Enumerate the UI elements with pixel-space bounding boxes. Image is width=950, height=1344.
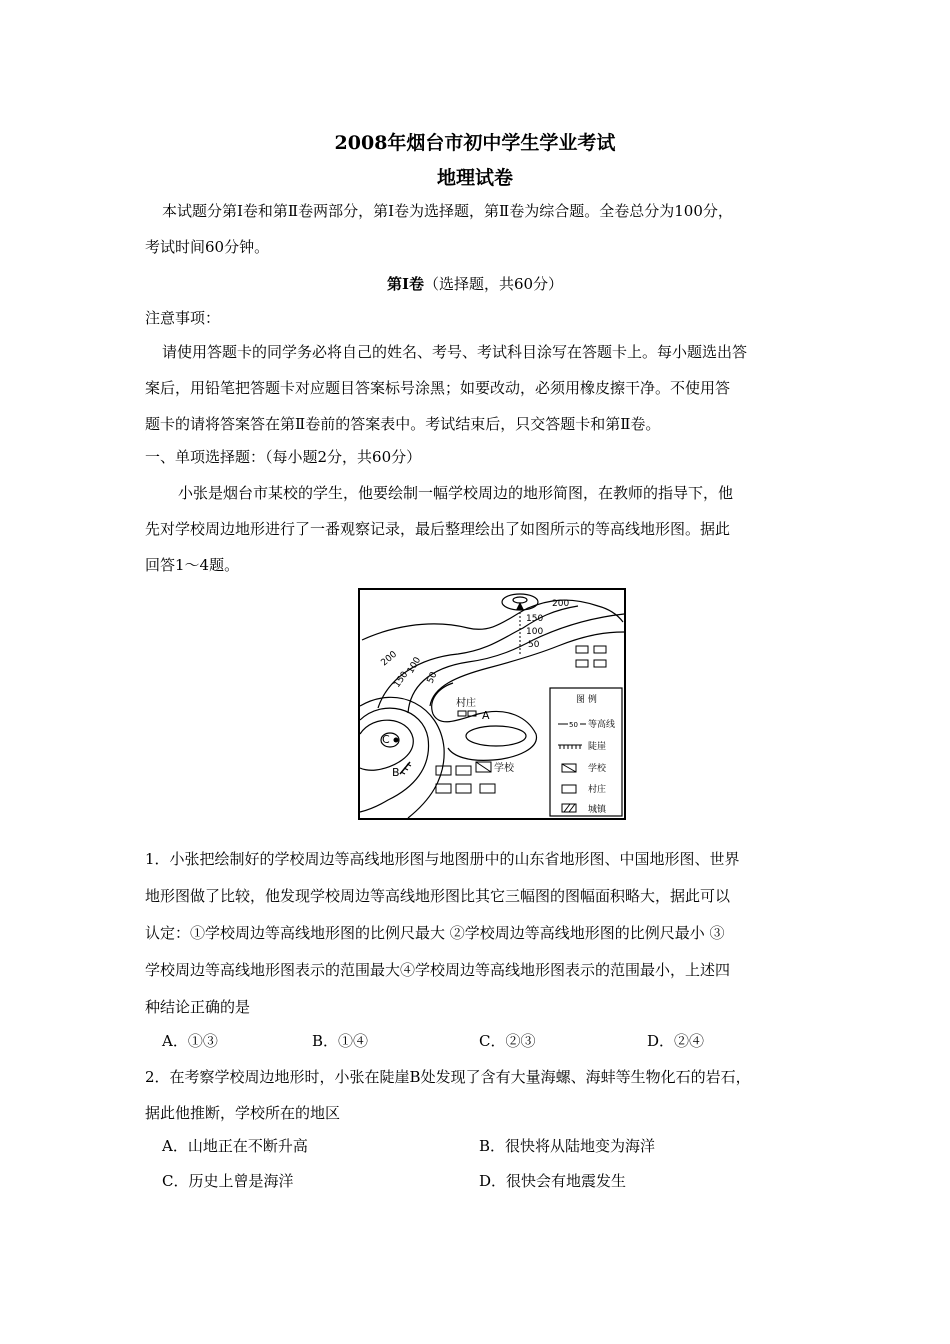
- legend-item-cliff: 陡崖: [588, 742, 607, 752]
- contour-label: 100: [526, 627, 544, 637]
- q2-option-c[interactable]: C．历史上曾是海洋: [162, 1172, 294, 1190]
- notice-line-1: 请使用答题卡的同学务必将自己的姓名、考号、考试科目涂写在答题卡上。每小题选出答: [162, 343, 748, 361]
- point-label-a: A: [482, 709, 490, 722]
- q1-option-c[interactable]: C．②③: [479, 1032, 536, 1050]
- q1-line-1: 1．小张把绘制好的学校周边等高线地形图与地图册中的山东省地形图、中国地形图、世界: [145, 850, 740, 868]
- part1-heading-bold: 第Ⅰ卷: [386, 275, 424, 293]
- contour-map: [358, 588, 626, 820]
- legend-item-contour: 等高线: [588, 720, 616, 730]
- q2-line-1: 2．在考察学校周边地形时，小张在陡崖B处发现了含有大量海螺、海蚌等生物化石的岩石，: [145, 1068, 751, 1086]
- legend-item-town: 城镇: [588, 805, 607, 815]
- legend-item-school: 学校: [588, 764, 607, 774]
- q1-line-5: 种结论正确的是: [145, 998, 251, 1016]
- q2-line-2: 据此他推断，学校所在的地区: [145, 1104, 341, 1122]
- passage-line-2: 先对学校周边地形进行了一番观察记录，最后整理绘出了如图所示的等高线地形图。据此: [145, 520, 731, 538]
- notice-line-2: 案后，用铅笔把答题卡对应题目答案标号涂黑；如要改动，必须用橡皮擦干净。不使用答: [145, 379, 731, 397]
- section1-title: 一、单项选择题：（每小题2分，共60分）: [145, 448, 422, 466]
- village-label: 村庄: [456, 698, 476, 709]
- intro-line-1: 本试题分第Ⅰ卷和第Ⅱ卷两部分，第Ⅰ卷为选择题，第Ⅱ卷为综合题。全卷总分为100分，: [162, 202, 733, 220]
- notice-line-3: 题卡的请将答案答在第Ⅱ卷前的答案表中。考试结束后，只交答题卡和第Ⅱ卷。: [145, 415, 661, 433]
- contour-label: 50: [528, 640, 540, 650]
- school-label: 学校: [494, 763, 514, 774]
- passage-line-3: 回答1～4题。: [145, 556, 240, 574]
- q1-option-a[interactable]: A．①③: [162, 1032, 218, 1050]
- exam-subtitle: 地理试卷: [436, 167, 513, 189]
- contour-label: 150: [526, 614, 544, 624]
- q1-line-2: 地形图做了比较，他发现学校周边等高线地形图比其它三幅图的图幅面积略大，据此可以: [145, 887, 731, 905]
- part1-heading-rest: （选择题，共60分）: [423, 275, 564, 293]
- contour-label: 200: [379, 649, 400, 669]
- q1-option-d[interactable]: D．②④: [647, 1032, 705, 1050]
- contour-label: 50: [425, 670, 440, 686]
- q1-line-4: 学校周边等高线地形图表示的范围最大④学校周边等高线地形图表示的范围最小，上述四: [145, 961, 731, 979]
- q2-option-b[interactable]: B．很快将从陆地变为海洋: [479, 1137, 656, 1155]
- legend-contour-value: 50: [569, 721, 578, 729]
- point-label-b: B: [392, 766, 400, 779]
- q2-option-a[interactable]: A．山地正在不断升高: [162, 1137, 308, 1155]
- intro-line-2: 考试时间60分钟。: [145, 238, 270, 256]
- part1-heading: [0, 273, 950, 294]
- point-c-marker: [394, 738, 399, 743]
- exam-title: 2008年烟台市初中学生学业考试: [334, 132, 616, 154]
- legend-item-village: 村庄: [588, 785, 607, 795]
- notice-label: 注意事项：: [145, 309, 221, 327]
- legend-title: 图 例: [576, 695, 597, 705]
- q2-option-d[interactable]: D．很快会有地震发生: [479, 1172, 627, 1190]
- contour-label: 100: [405, 655, 424, 676]
- point-label-c: C: [382, 733, 390, 746]
- contour-label: 200: [552, 599, 570, 609]
- contour-label: 150: [392, 669, 411, 690]
- q1-option-b[interactable]: B．①④: [312, 1032, 369, 1050]
- q1-line-3: 认定：①学校周边等高线地形图的比例尺最大 ②学校周边等高线地形图的比例尺最小 ③: [145, 924, 725, 942]
- passage-line-1: 小张是烟台市某校的学生，他要绘制一幅学校周边的地形简图，在教师的指导下，他: [178, 484, 734, 502]
- legend-box: [550, 688, 622, 816]
